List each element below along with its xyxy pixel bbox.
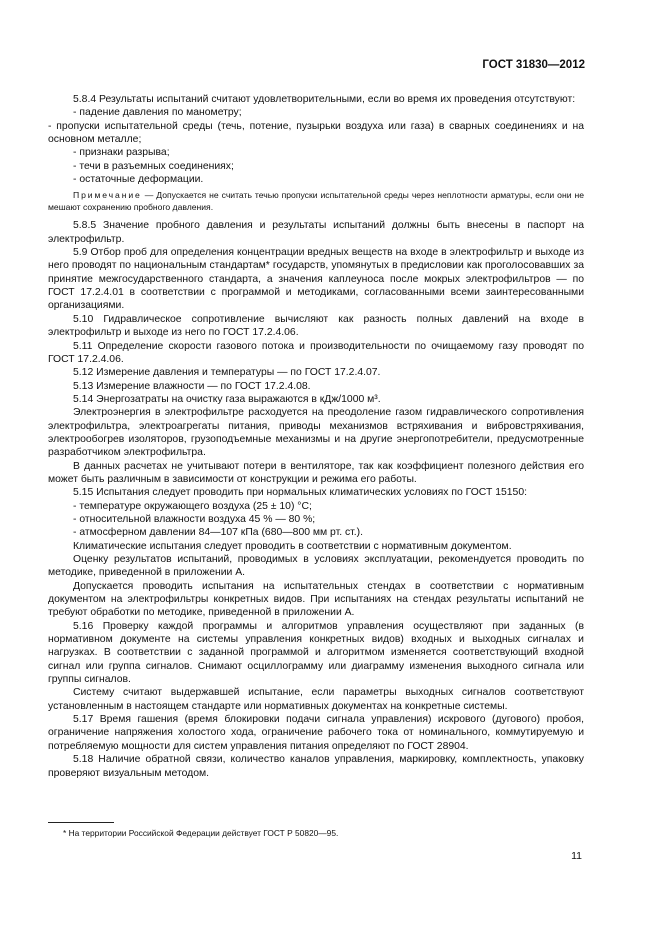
- paragraph-5-11: 5.11 Определение скорости газового потока и производительности по очищаемому газу проводят по ГОСТ 17.2.4.06.: [48, 340, 584, 365]
- list-item: - относительной влажности воздуха 45 % — 80 %;: [73, 513, 316, 525]
- paragraph-stands: Допускается проводить испытания на испытательных стендах в соответствии с нормативным документом на электрофильтры конкретных видов. При испытаниях на стендах результаты испытаний не требуют обработки по методике, приведенной в приложении А.: [48, 580, 584, 619]
- paragraph-5-17: 5.17 Время гашения (время блокировки подачи сигнала управления) искрового (дугового) пробоя, ограничение напряжения холостого хода, ограничение рабочего тока от номинального, коммутируемую и потребляемую мощности для систем управления питания определяют по ГОСТ 28904.: [48, 714, 584, 752]
- paragraph-5-8-4: 5.8.4 Результаты испытаний считают удовлетворительными, если во время их проведения отсутствуют:: [73, 94, 576, 105]
- paragraph-energy: Электроэнергия в электрофильтре расходуется на преодоление газом гидравлического сопротивления электрофильтра, электроагрегаты питания, приводы механизмов встряхивания и вибровстряхивания, электрообогрев изоляторов, грузоподъемные механизмы и на другие энергопотребители, предусмотренные разработчиком электрофильтра.: [48, 407, 584, 459]
- list-item: - температуре окружающего воздуха (25 ± 10) °C;: [73, 500, 312, 512]
- paragraph-5-14: 5.14 Энергозатраты на очистку газа выражаются в кДж/1000 м³.: [73, 393, 381, 405]
- paragraph-5-9: 5.9 Отбор проб для определения концентрации вредных веществ на входе в электрофильтр и выходе из него проводят по национальным стандартам* государств, упомянутых в предисловии как проголосовавших за принятие межгосударственного стандарта, а значения каплеуноса после мокрых электрофильтров — по ГОСТ 17.2.4.01 в соответствии с программой и методиками, согласованными всеми заинтересованными организациями.: [48, 247, 584, 312]
- paragraph-5-12: 5.12 Измерение давления и температуры — по ГОСТ 17.2.4.07.: [73, 367, 381, 379]
- paragraph-5-18: 5.18 Наличие обратной связи, количество каналов управления, маркировку, комплектность, упаковку проверяют визуальным методом.: [48, 754, 584, 779]
- footnote: * На территории Российской Федерации действует ГОСТ Р 50820—95.: [63, 828, 339, 838]
- note-label: Примечание: [73, 190, 142, 201]
- list-item: - признаки разрыва;: [73, 147, 170, 159]
- list-item: - атмосферном давлении 84—107 кПа (680—800 мм рт. ст.).: [73, 527, 364, 539]
- paragraph-5-8-5: 5.8.5 Значение пробного давления и результаты испытаний должны быть внесены в паспорт на электрофильтр.: [48, 220, 584, 245]
- note-text: — Допускается не считать течью пропуски испытательной среды через неплотности арматуры, если они не мешают сохранению пробного давления.: [48, 190, 584, 212]
- page-number: 11: [571, 850, 582, 862]
- list-item: - течи в разъемных соединениях;: [73, 160, 234, 172]
- paragraph-5-13: 5.13 Измерение влажности — по ГОСТ 17.2.4.08.: [73, 380, 311, 392]
- paragraph-assessment: Оценку результатов испытаний, проводимых в условиях эксплуатации, рекомендуется проводить по методике, приведенной в приложении А.: [48, 554, 584, 579]
- footnote-divider: [48, 822, 114, 823]
- note: [48, 190, 584, 213]
- list-item: - остаточные деформации.: [73, 174, 204, 186]
- page-body: [48, 93, 584, 780]
- paragraph-5-16: 5.16 Проверку каждой программы и алгоритмов управления осуществляют при заданных (в нормативном документе на системы управления конкретных видов) входных и выходных сигналах и нагрузках. В соответствии с заданной программой и алгоритмом изменяется соответствующий входной сигнал или группа сигналов. Снимают осциллограмму или диаграмму изменения выходного сигнала или группы сигналов.: [48, 620, 584, 686]
- paragraph-climate: Климатические испытания следует проводить в соответствии с нормативным документом.: [73, 540, 512, 552]
- paragraph-system: Систему считают выдержавшей испытание, если параметры выходных сигналов соответствуют установленным в настоящем стандарте или нормативных документах на конкретные системы.: [48, 687, 584, 712]
- paragraph-losses: В данных расчетах не учитывают потери в вентиляторе, так как коэффициент полезного действия его может быть различным в зависимости от конструкции и режима его работы.: [48, 460, 584, 485]
- list-item: - падение давления по манометру;: [73, 107, 242, 119]
- paragraph-5-15: 5.15 Испытания следует проводить при нормальных климатических условиях по ГОСТ 15150:: [73, 487, 527, 499]
- paragraph-5-10: 5.10 Гидравлическое сопротивление вычисляют как разность полных давлений на входе в электрофильтр и выходе из него по ГОСТ 17.2.4.06.: [48, 313, 584, 339]
- document-header-standard: ГОСТ 31830—2012: [482, 59, 585, 71]
- list-item: - пропуски испытательной среды (течь, потение, пузырьки воздуха или газа) в сварных соединениях и на основном металле;: [48, 120, 584, 146]
